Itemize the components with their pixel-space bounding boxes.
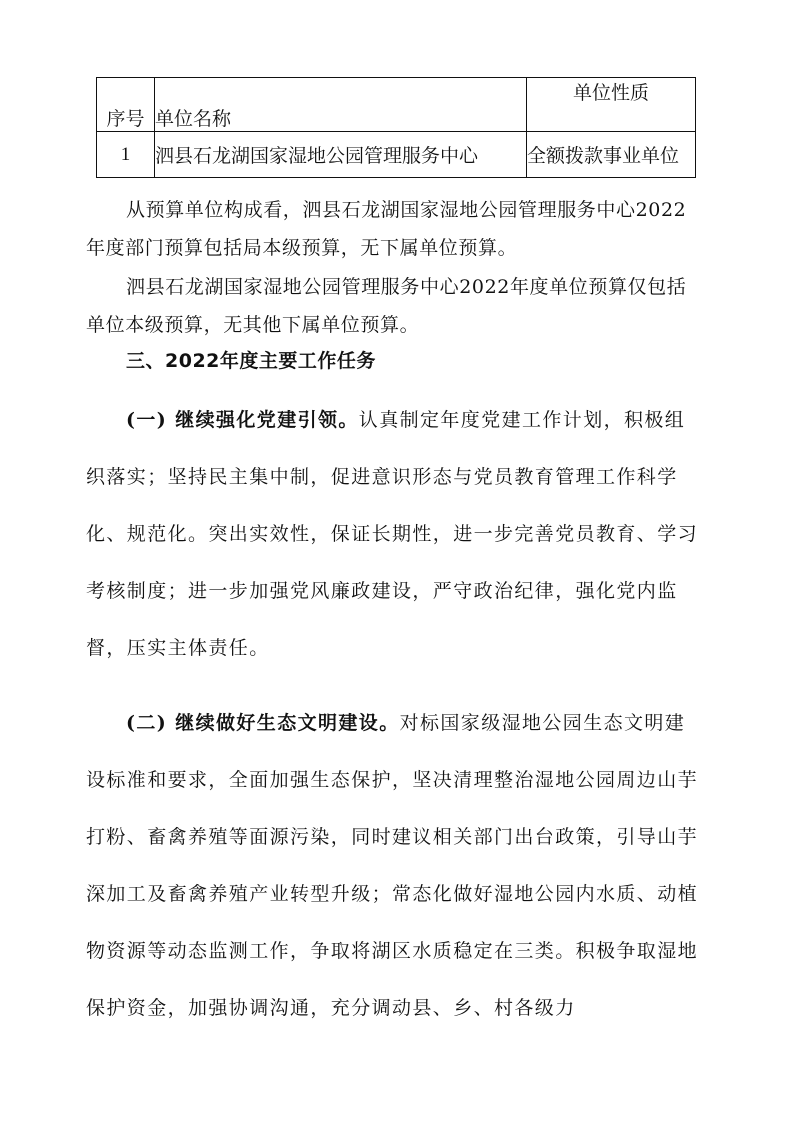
task-text: 认真制定年度党建工作计划，积极组织落实；坚持民主集中制，促进意识形态与党员教育管理工作科学化、规范化。突出实效性，保证长期性，进一步完善党员教育、学习考核制度；进一步加强党风廉政建设，严守政治纪律，强化党内监督，压实主体责任。	[86, 409, 699, 659]
header-unit-name: 单位名称	[155, 78, 527, 132]
table-header-row	[97, 78, 696, 132]
cell-unit-type: 全额拨款事业单位	[527, 132, 696, 178]
header-unit-type: 单位性质	[527, 78, 696, 132]
task-lead: (二) 继续做好生态文明建设。	[126, 712, 400, 734]
header-seq: 序号	[97, 78, 155, 132]
cell-unit-name: 泗县石龙湖国家湿地公园管理服务中心	[155, 132, 527, 178]
cell-seq: 1	[97, 132, 155, 178]
section-heading: 三、2022年度主要工作任务	[126, 350, 376, 372]
task-lead: (一) 继续强化党建引领。	[126, 409, 359, 431]
budget-composition-paragraph: 从预算单位构成看，泗县石龙湖国家湿地公园管理服务中心2022 年度部门预算包括局本级预算，无下属单位预算。	[86, 199, 687, 259]
task-text: 对标国家级湿地公园生态文明建设标准和要求，全面加强生态保护，坚决清理整治湿地公园周边山芋打粉、畜禽养殖等面源污染，同时建议相关部门出台政策，引导山芋深加工及畜禽养殖产业转型升级；常态化做好湿地公园内水质、动植物资源等动态监测工作，争取将湖区水质稳定在三类。积极争取湿地保护资金，加强协调沟通，充分调动县、乡、村各级力	[86, 712, 699, 1019]
unit-budget-paragraph: 泗县石龙湖国家湿地公园管理服务中心2022年度单位预算仅包括单位本级预算，无其他下属单位预算。	[86, 276, 687, 336]
task-ecological-civilization	[86, 695, 698, 1037]
budget-unit-table	[96, 77, 696, 178]
task-party-building	[86, 392, 698, 677]
table-row	[97, 132, 696, 178]
